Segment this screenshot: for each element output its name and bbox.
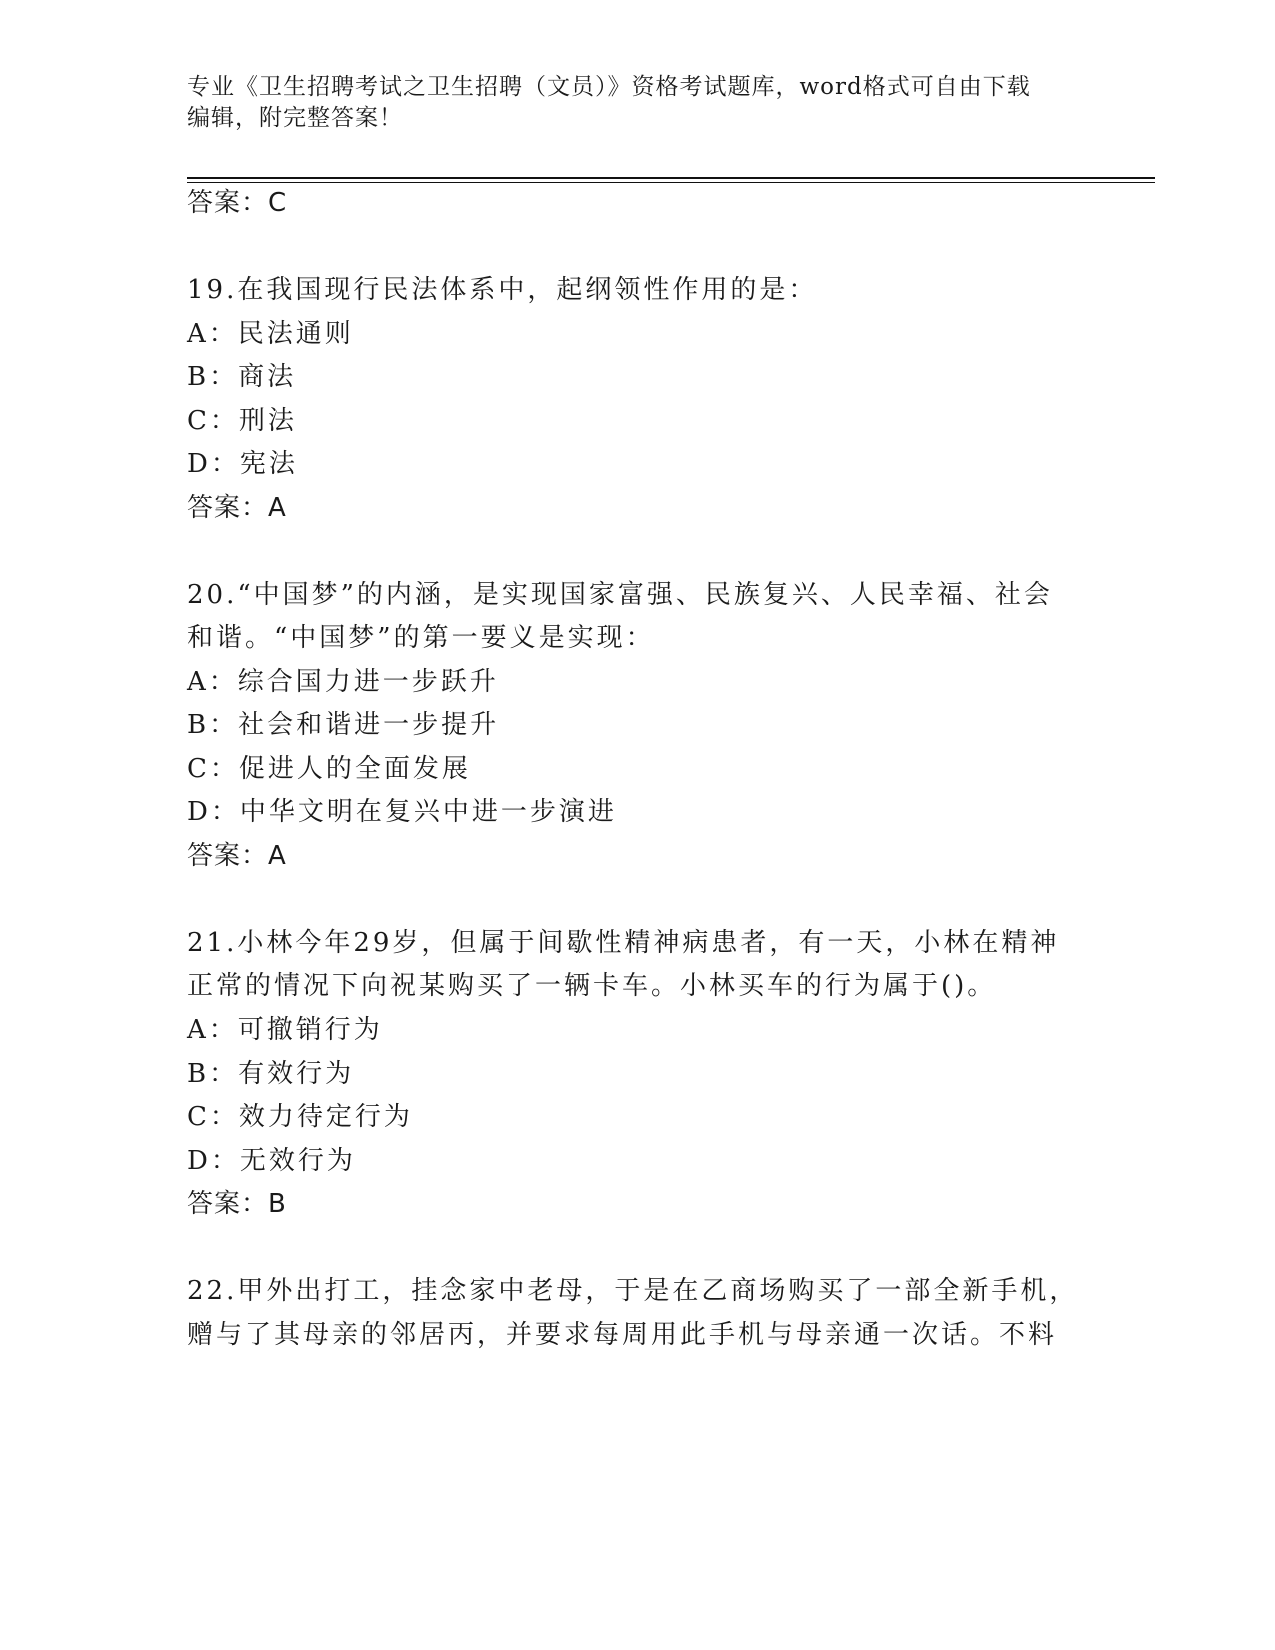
- header-rule: [187, 177, 1155, 179]
- option-c: C：促进人的全面发展: [187, 754, 471, 784]
- answer-line: 答案：C: [187, 188, 288, 218]
- question-stem: 19.在我国现行民法体系中，起纲领性作用的是：: [187, 275, 818, 305]
- answer-line: 答案：A: [187, 841, 287, 871]
- answer-line: 答案：B: [187, 1189, 287, 1219]
- option-d: D：无效行为: [187, 1146, 356, 1176]
- option-d: D：宪法: [187, 449, 298, 479]
- option-b: B：社会和谐进一步提升: [187, 710, 500, 740]
- option-a: A：民法通则: [187, 319, 354, 349]
- option-b: B：商法: [187, 362, 297, 392]
- question-stem-continued: 赠与了其母亲的邻居丙，并要求每周用此手机与母亲通一次话。不料: [187, 1320, 1058, 1350]
- option-a: A：可撤销行为: [187, 1015, 383, 1045]
- header-line-2: 编辑，附完整答案！: [187, 105, 403, 131]
- question-stem-continued: 正常的情况下向祝某购买了一辆卡车。小林买车的行为属于()。: [187, 971, 997, 1001]
- question-stem-continued: 和谐。“中国梦”的第一要义是实现：: [187, 623, 655, 653]
- answer-line: 答案：A: [187, 493, 287, 523]
- option-a: A：综合国力进一步跃升: [187, 667, 499, 697]
- header-line-1: 专业《卫生招聘考试之卫生招聘（文员）》资格考试题库，word格式可自由下载: [187, 74, 1031, 100]
- option-b: B：有效行为: [187, 1059, 355, 1089]
- question-stem: 22.甲外出打工，挂念家中老母，于是在乙商场购买了一部全新手机，: [187, 1276, 1079, 1306]
- option-c: C：效力待定行为: [187, 1102, 413, 1132]
- header-rule-thin: [187, 182, 1155, 183]
- option-c: C：刑法: [187, 406, 297, 436]
- question-stem: 21.小林今年29岁，但属于间歇性精神病患者，有一天，小林在精神: [187, 928, 1060, 958]
- document-header: [187, 72, 1087, 134]
- option-d: D：中华文明在复兴中进一步演进: [187, 797, 617, 827]
- question-stem: 20.“中国梦”的内涵，是实现国家富强、民族复兴、人民幸福、社会: [187, 580, 1053, 610]
